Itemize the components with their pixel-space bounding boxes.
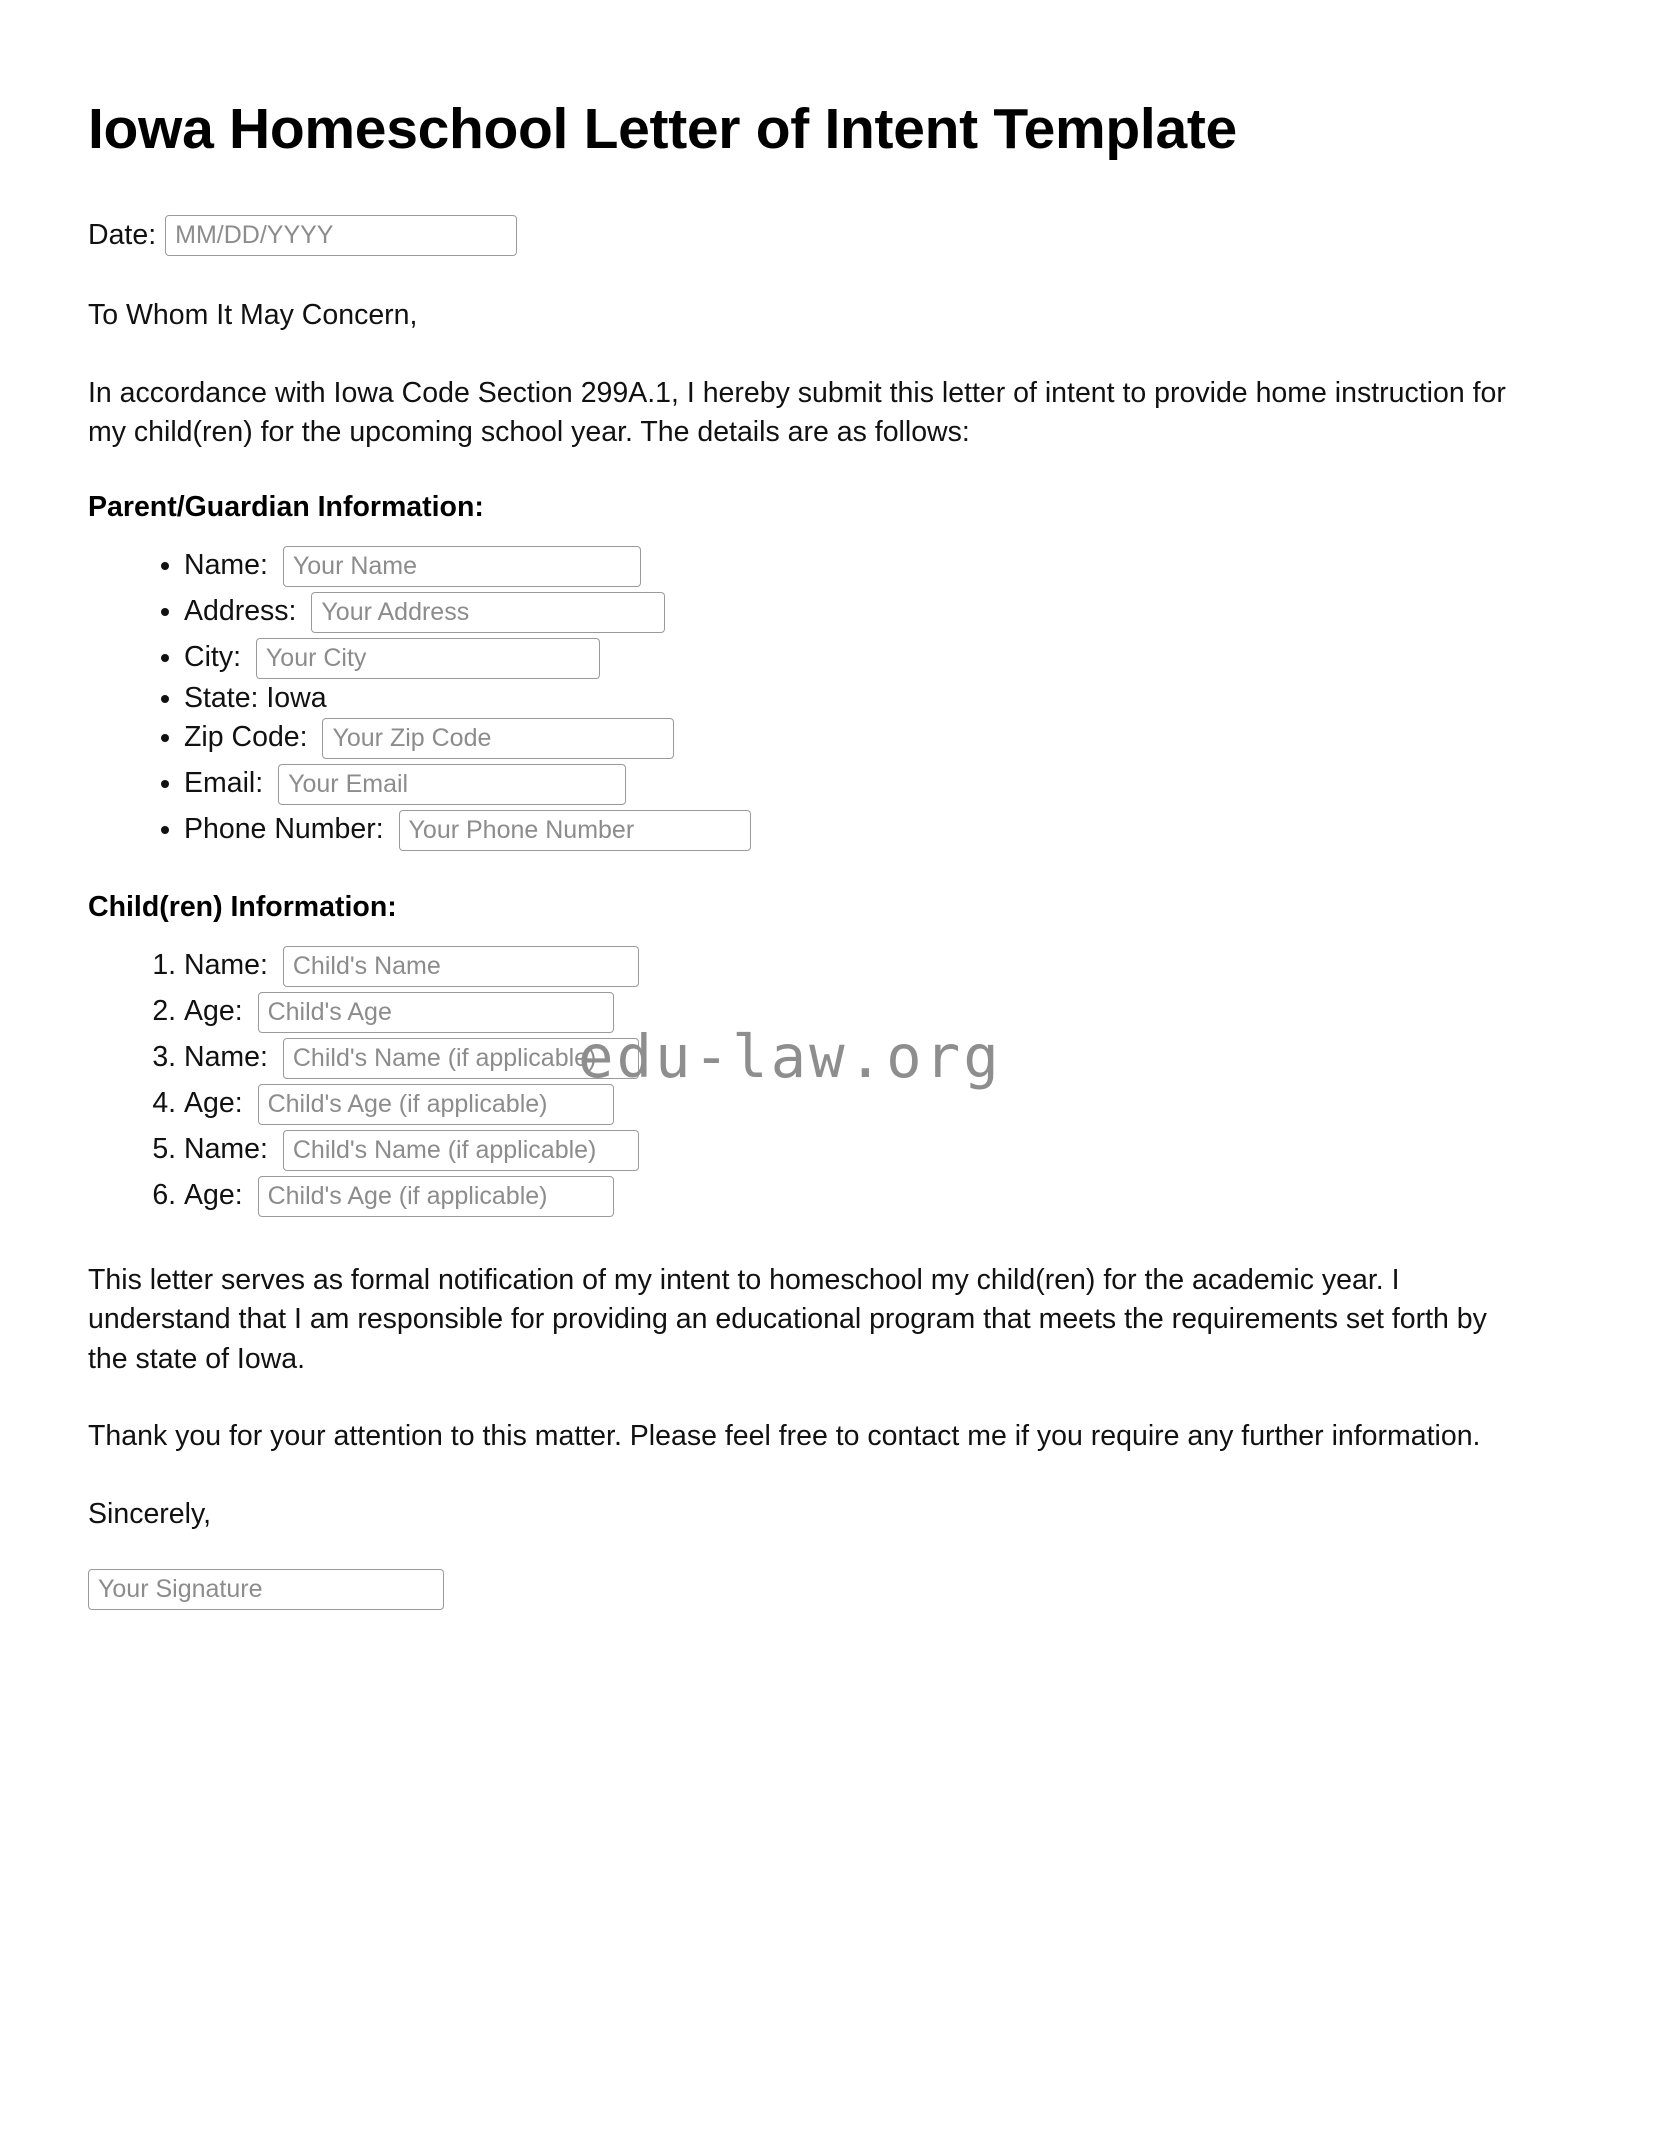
parent-name-label: Name: <box>184 549 268 582</box>
parent-address-input[interactable] <box>311 592 665 633</box>
child1-age-input[interactable] <box>258 992 614 1033</box>
parent-zip-input[interactable] <box>322 718 674 759</box>
child2-name-input[interactable] <box>283 1038 639 1079</box>
child2-age-input[interactable] <box>258 1084 614 1125</box>
page-title: Iowa Homeschool Letter of Intent Template <box>88 97 1237 161</box>
list-item <box>184 546 1534 587</box>
signature-row <box>88 1569 1534 1610</box>
child1-name-label: Name: <box>184 948 268 981</box>
list-item <box>184 638 1534 679</box>
list-item <box>184 810 1534 851</box>
parent-name-input[interactable] <box>283 546 641 587</box>
list-item <box>184 1084 1534 1125</box>
date-label: Date: <box>88 219 157 252</box>
child3-age-label: Age: <box>184 1178 243 1211</box>
children-section-heading: Child(ren) Information: <box>88 890 397 923</box>
sign-off: Sincerely, <box>88 1498 212 1531</box>
child3-name-input[interactable] <box>283 1130 639 1171</box>
child2-name-label: Name: <box>184 1040 268 1073</box>
list-item <box>184 1130 1534 1171</box>
parent-email-label: Email: <box>184 766 264 799</box>
list-item <box>184 946 1534 987</box>
parent-address-label: Address: <box>184 595 297 628</box>
list-item <box>184 1038 1534 1079</box>
salutation: To Whom It May Concern, <box>88 299 418 332</box>
site-watermark: edu-law.org <box>578 1022 1002 1091</box>
child1-name-input[interactable] <box>283 946 639 987</box>
intro-paragraph: In accordance with Iowa Code Section 299A.1, I hereby submit this letter of intent to provide home instruction for my child(ren) for the upcoming school year. The details are as follows: <box>88 376 1506 449</box>
child3-name-label: Name: <box>184 1132 268 1165</box>
list-item <box>184 1176 1534 1217</box>
parent-city-input[interactable] <box>256 638 600 679</box>
closing-paragraph-2: Thank you for your attention to this matter. Please feel free to contact me if you require any further information. <box>88 1420 1481 1453</box>
parent-info-list <box>88 546 1534 851</box>
list-item <box>184 592 1534 633</box>
child2-age-label: Age: <box>184 1086 243 1119</box>
date-row <box>88 215 1534 256</box>
parent-zip-label: Zip Code: <box>184 720 308 753</box>
list-item <box>184 718 1534 759</box>
list-item <box>184 684 1534 713</box>
parent-city-label: City: <box>184 641 241 674</box>
closing-paragraph-1: This letter serves as formal notification of my intent to homeschool my child(ren) for the academic year. I understand that I am responsible for providing an educational program that meets the requirements set forth by the state of Iowa. <box>88 1263 1487 1375</box>
child1-age-label: Age: <box>184 994 243 1027</box>
parent-email-input[interactable] <box>278 764 626 805</box>
parent-state-label: State: Iowa <box>184 682 327 715</box>
parent-section-heading: Parent/Guardian Information: <box>88 491 484 524</box>
list-item <box>184 992 1534 1033</box>
parent-phone-label: Phone Number: <box>184 812 384 845</box>
signature-input[interactable] <box>88 1569 444 1610</box>
parent-phone-input[interactable] <box>399 810 751 851</box>
date-input[interactable] <box>165 215 517 256</box>
list-item <box>184 764 1534 805</box>
child3-age-input[interactable] <box>258 1176 614 1217</box>
children-info-list <box>88 946 1534 1217</box>
